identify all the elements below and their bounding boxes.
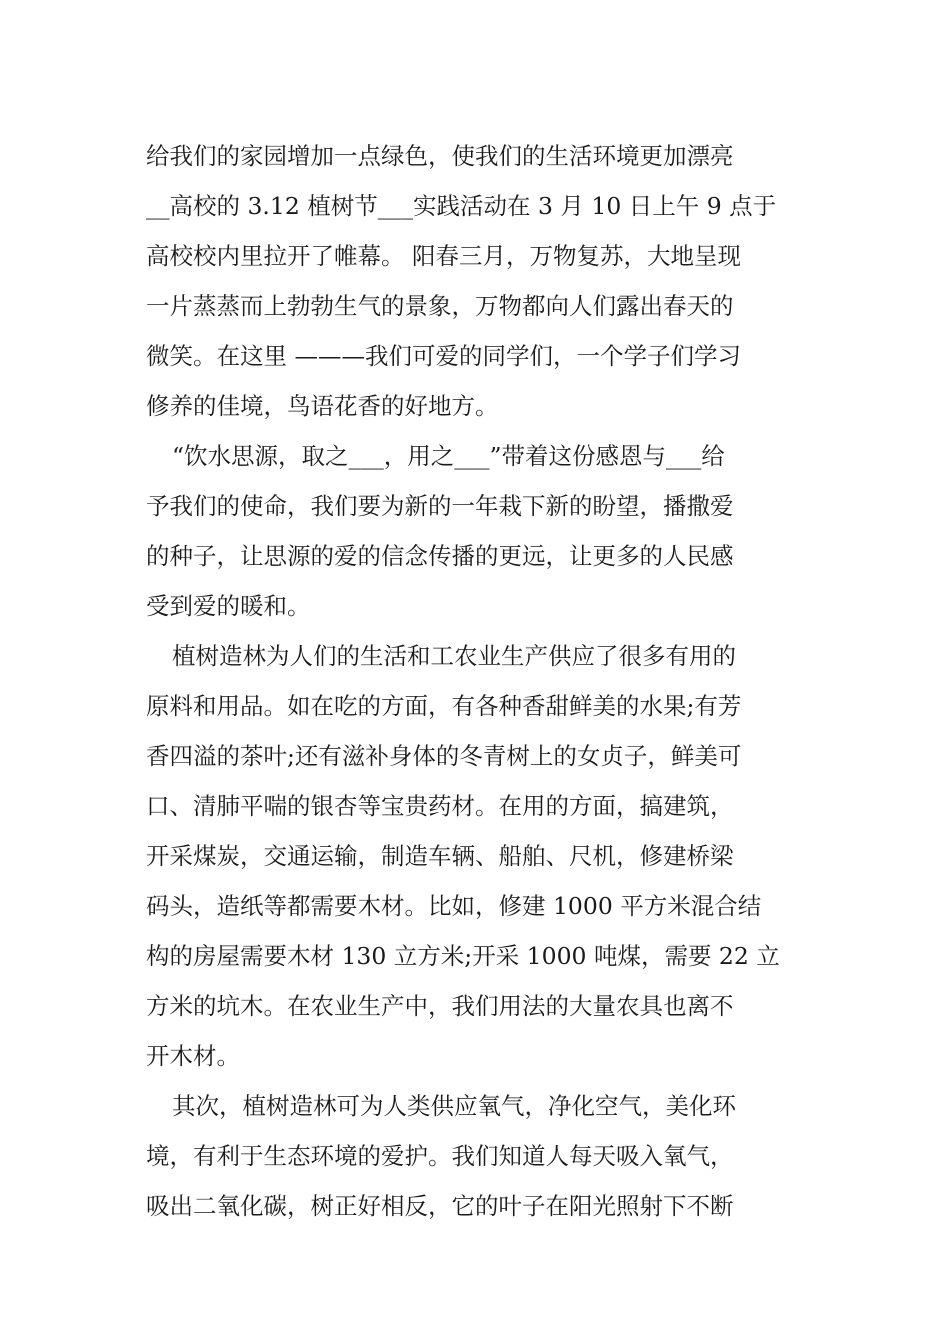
text-line: __高校的 3.12 植树节___实践活动在 3 月 10 日上午 9 点于: [146, 192, 777, 220]
text-line: 口、清肺平喘的银杏等宝贵药材。在用的方面，搞建筑，: [146, 792, 734, 820]
text-line: 给我们的家园增加一点绿色，使我们的生活环境更加漂亮: [146, 142, 734, 170]
paragraph-1: [146, 131, 810, 431]
text-line: 码头，造纸等都需要木材。比如，修建 1000 平方米混合结: [146, 892, 762, 920]
text-line: 予我们的使命，我们要为新的一年栽下新的盼望，播撒爱: [146, 492, 734, 520]
text-line: 高校校内里拉开了帷幕。 阳春三月，万物复苏，大地呈现: [146, 242, 741, 270]
text-line: 植树造林为人们的生活和工农业生产供应了很多有用的: [172, 642, 736, 670]
paragraph-3: [146, 631, 810, 1081]
paragraph-2: [146, 431, 810, 631]
paragraph-4: [146, 1081, 810, 1231]
text-line: 构的房屋需要木材 130 立方米;开采 1000 吨煤，需要 22 立: [146, 942, 780, 970]
text-line: 修养的佳境，鸟语花香的好地方。: [146, 392, 499, 420]
text-line: 开木材。: [146, 1042, 240, 1070]
text-line: 开采煤炭，交通运输，制造车辆、船舶、尺机，修建桥梁: [146, 842, 734, 870]
text-line: 香四溢的茶叶;还有滋补身体的冬青树上的女贞子，鲜美可: [146, 742, 742, 770]
text-line: 的种子，让思源的爱的信念传播的更远，让更多的人民感: [146, 542, 734, 570]
text-line: 一片蒸蒸而上勃勃生气的景象，万物都向人们露出春天的: [146, 292, 734, 320]
text-line: 受到爱的暖和。: [146, 592, 311, 620]
text-line: 吸出二氧化碳，树正好相反，它的叶子在阳光照射下不断: [146, 1192, 734, 1220]
text-line: 原料和用品。如在吃的方面，有各种香甜鲜美的水果;有芳: [146, 692, 742, 720]
document-body: [146, 131, 810, 1231]
text-line: 境，有利于生态环境的爱护。我们知道人每天吸入氧气，: [146, 1142, 734, 1170]
text-line: 方米的坑木。在农业生产中，我们用法的大量农具也离不: [146, 992, 734, 1020]
text-line: “饮水思源，取之___，用之___”带着这份感恩与___给: [172, 442, 725, 470]
text-line: 其次，植树造林可为人类供应氧气，净化空气，美化环: [172, 1092, 736, 1120]
text-line: 微笑。在这里 ———我们可爱的同学们，一个学子们学习: [146, 342, 741, 370]
